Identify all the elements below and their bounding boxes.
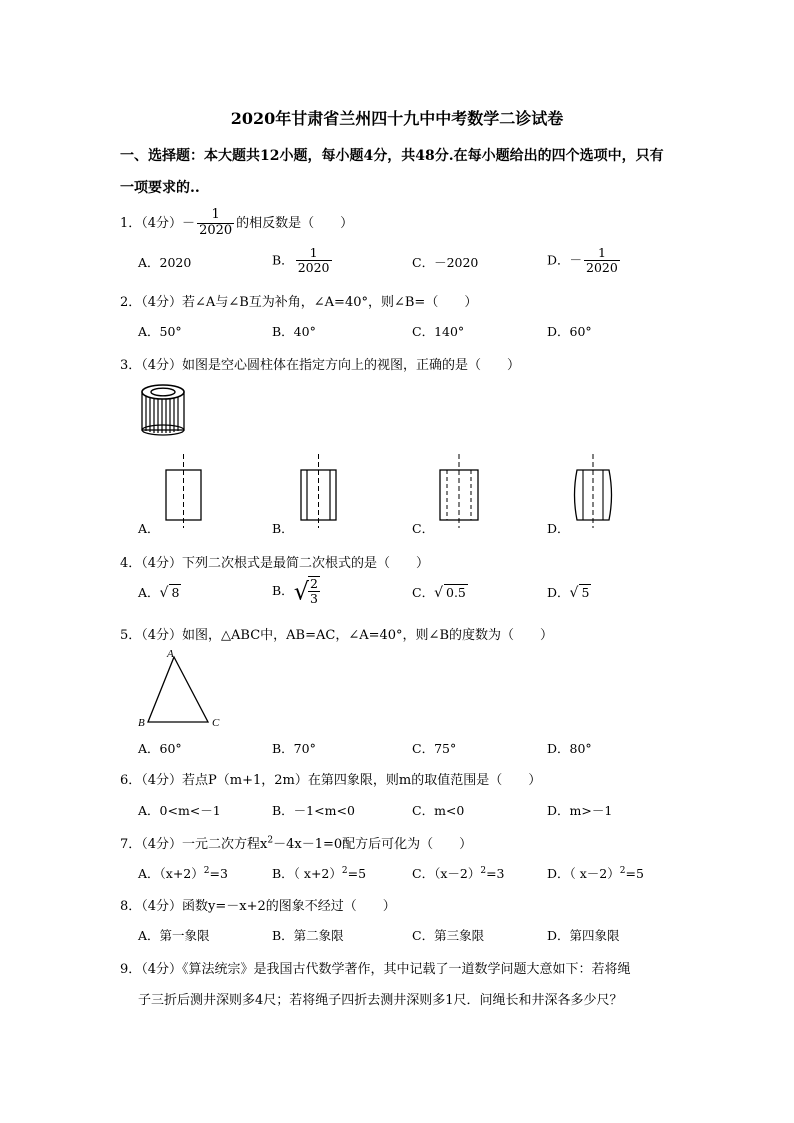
q7-option-c: C．$(x-2)^2=3$: [412, 865, 505, 881]
q2-option-d: D．60°: [547, 324, 592, 339]
question-1: [120, 208, 353, 239]
q3-option-b: B．: [272, 521, 294, 536]
q7-option-a: A．$(x+2)^2=3$: [138, 865, 228, 881]
q1-option-a: A．2020: [138, 255, 192, 270]
view-option-b: [294, 452, 344, 532]
q1-option-c: C．－2020: [412, 255, 479, 270]
q4-option-c: C．√ 0.5: [412, 585, 466, 601]
q3-option-d: D．: [547, 521, 570, 536]
section-heading-line1: 一、选择题：本大题共12小题，每小题4分，共48分.在每小题给出的四个选项中，只有: [120, 148, 664, 164]
vertex-a-label: A: [167, 648, 174, 660]
q4-option-b: B．√ $\frac{2}{3}$: [272, 576, 318, 607]
view-option-d: [569, 452, 619, 532]
question-6: 6．（4分）若点P（m+1，2m）在第四象限，则m的取值范围是（ ）: [120, 773, 542, 788]
question-5: 5．（4分）如图，△ABC中，AB=AC，∠A=40°，则∠B的度数为（ ）: [120, 628, 553, 643]
q8-option-b: B．第二象限: [272, 928, 344, 943]
triangle-abc-figure: [136, 645, 226, 735]
q7-option-d: D．（ x－2）$^2$=5: [547, 865, 644, 881]
question-7: 7．（4分）一元二次方程$x^2-4x-1=0$配方后可化为（ ）: [120, 835, 473, 852]
q1-number: 1．（4分）: [120, 215, 183, 231]
q4-option-d: D．√ 5: [547, 585, 590, 601]
q8-option-d: D．第四象限: [547, 928, 620, 943]
hollow-cylinder-figure: [138, 383, 188, 438]
q6-option-c: C．m<0: [412, 803, 465, 818]
view-option-c: [434, 452, 484, 532]
q2-option-b: B．40°: [272, 324, 316, 339]
q3-option-c: C．: [412, 521, 435, 536]
q4-option-a: A．√ 8: [138, 585, 180, 601]
vertex-c-label: C: [212, 717, 220, 729]
question-8: 8．（4分）函数y=－x+2的图象不经过（ ）: [120, 899, 396, 914]
view-option-a: [160, 452, 210, 532]
q1-option-b: B． $\frac{1}{2020}$: [272, 245, 330, 276]
q6-option-a: A．0<m<－1: [138, 803, 221, 818]
q1-neg: －: [182, 215, 196, 231]
q2-option-a: A．50°: [138, 324, 182, 339]
q8-option-c: C．第三象限: [412, 928, 485, 943]
question-2: 2．（4分）若∠A与∠B互为补角，∠A=40°，则∠B=（ ）: [120, 295, 478, 310]
q6-option-d: D．m>－1: [547, 803, 613, 818]
q1-fraction: $\frac{1}{2020}$: [199, 207, 233, 238]
q2-option-c: C．140°: [412, 324, 465, 339]
q3-option-a: A．: [138, 521, 160, 536]
q8-option-a: A．第一象限: [138, 928, 210, 943]
q5-option-c: C．75°: [412, 741, 457, 756]
question-9-line1: 9．（4分）《算法统宗》是我国古代数学著作，其中记载了一道数学问题大意如下：若将绳: [120, 962, 631, 977]
q5-option-a: A．60°: [138, 741, 182, 756]
vertex-b-label: B: [138, 717, 145, 729]
question-9-line2: 子三折后测井深则多4尺；若将绳子四折去测井深则多1尺．问绳长和井深各多少尺？: [138, 993, 623, 1008]
q5-option-d: D．80°: [547, 741, 592, 756]
question-4: 4．（4分）下列二次根式是最简二次根式的是（ ）: [120, 556, 430, 571]
q6-option-b: B．－1<m<0: [272, 803, 355, 818]
section-heading-line2: 一项要求的..: [120, 180, 200, 196]
question-3: 3．（4分）如图是空心圆柱体在指定方向上的视图，正确的是（ ）: [120, 358, 521, 373]
page-title: 2020年甘肃省兰州四十九中中考数学二诊试卷: [230, 109, 564, 128]
q5-option-b: B．70°: [272, 741, 316, 756]
q1-option-d: D．－ $\frac{1}{2020}$: [547, 245, 618, 276]
q1-tail: 的相反数是（ ）: [236, 215, 354, 231]
q7-option-b: B．（ x+2）$^2$=5: [272, 865, 367, 881]
